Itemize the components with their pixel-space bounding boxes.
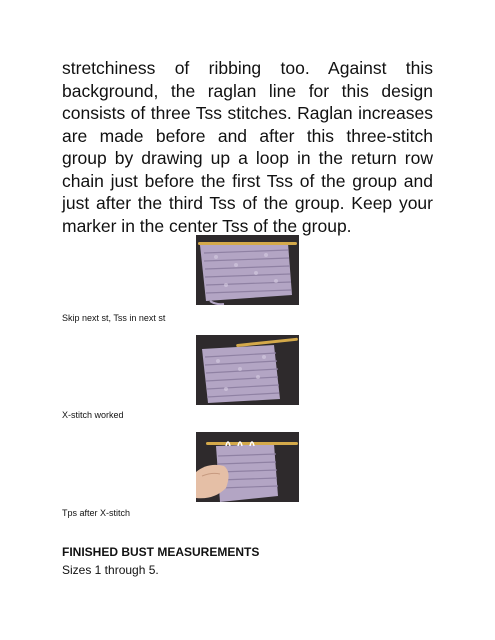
section-heading: FINISHED BUST MEASUREMENTS [62, 545, 260, 559]
figure-caption-3: Tps after X-stitch [62, 508, 131, 518]
figure-caption-2: X-stitch worked [62, 410, 124, 420]
section-text: Sizes 1 through 5. [62, 563, 159, 577]
swatch-photo-2 [196, 335, 299, 405]
swatch-photo-1 [196, 235, 299, 305]
figure-caption-1: Skip next st, Tss in next st [62, 313, 166, 323]
body-paragraph: stretchiness of ribbing too. Against this background, the raglan line for this design consists of three Tss stitches. Raglan increases are made before and after this three-stitch group by drawing up a loop in the return row chain just before the first Tss of the group and just after the third Tss of the group. Keep your marker in the center Tss of the group. [62, 58, 433, 236]
swatch-photo-3 [196, 432, 299, 502]
